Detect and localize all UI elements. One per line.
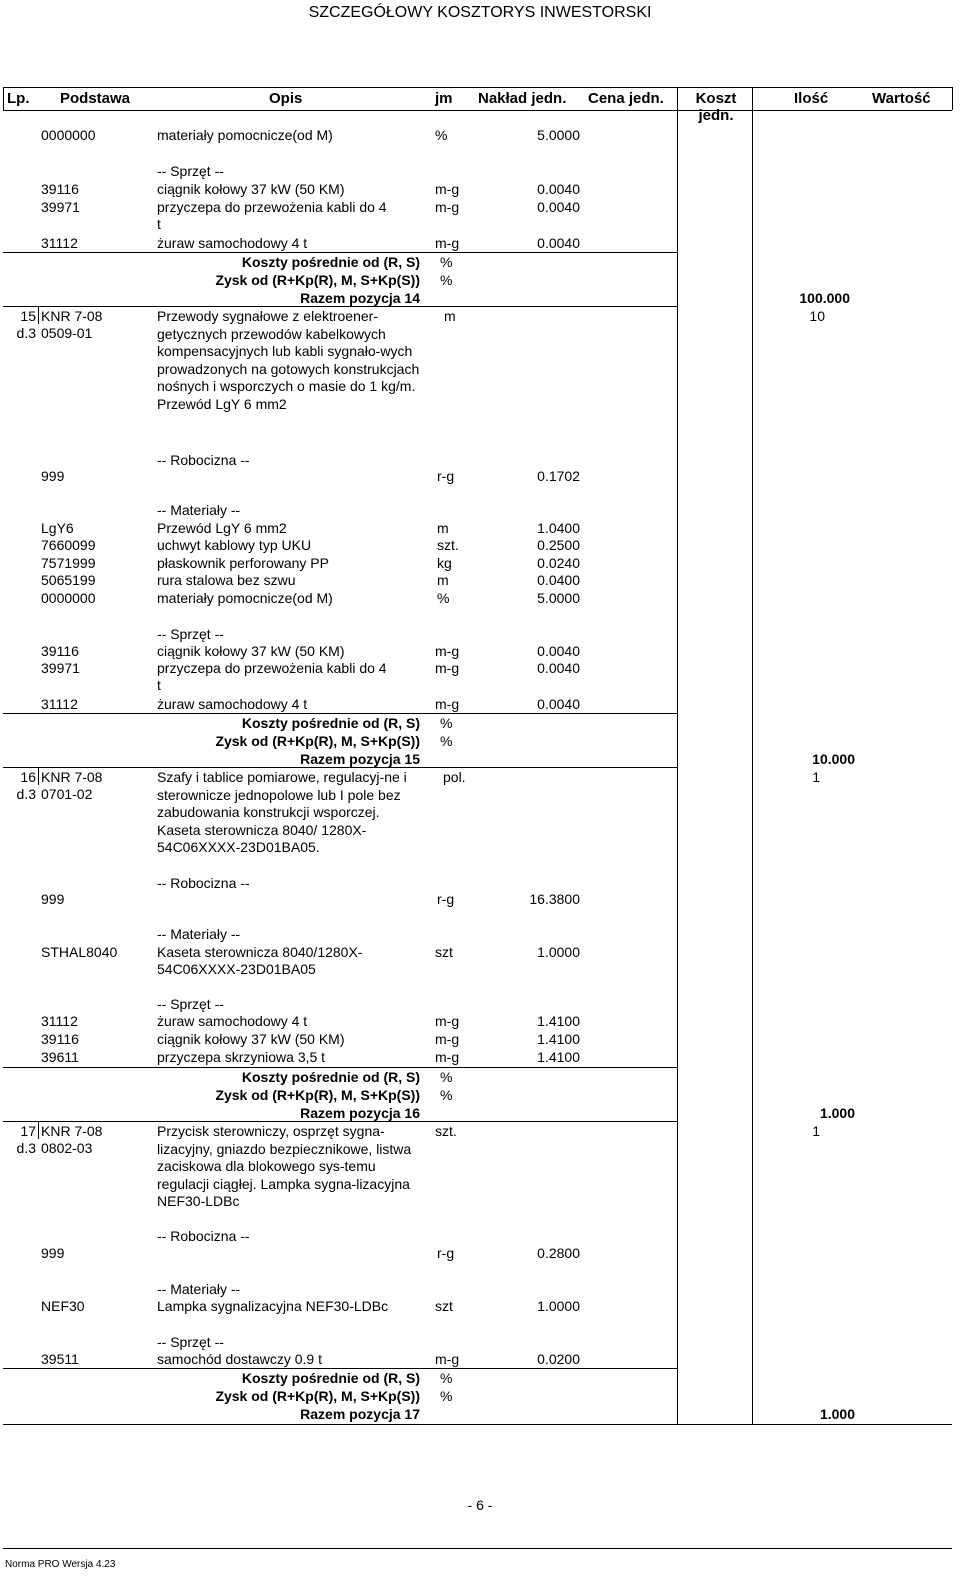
- material-code: LgY6: [41, 520, 74, 536]
- header-podstawa: Podstawa: [60, 90, 131, 107]
- koszt-column-left-line: [677, 87, 678, 1425]
- zysk-label: Zysk od (R+Kp(R), M, S+Kp(S)): [215, 733, 420, 749]
- equipment-qty: 1.4100: [537, 1031, 580, 1047]
- razem-label: Razem pozycja 16: [300, 1105, 420, 1121]
- material-code: 7571999: [41, 555, 96, 571]
- header-opis: Opis: [269, 90, 303, 107]
- equipment-qty: 0.0040: [537, 181, 580, 197]
- material-code: 0000000: [41, 127, 96, 143]
- equipment-unit: m-g: [435, 696, 460, 712]
- row-divider: [3, 1067, 677, 1068]
- sprzet-section-label: -- Sprzęt --: [157, 163, 224, 179]
- position-base: KNR 7-08: [41, 308, 103, 324]
- robocizna-section-label: -- Robocizna --: [157, 875, 250, 891]
- equipment-qty: 0.0040: [537, 199, 580, 215]
- material-unit: szt: [435, 1298, 453, 1314]
- position-unit: szt.: [435, 1123, 457, 1139]
- header-koszt-jedn: jedn.: [698, 107, 734, 124]
- equipment-code: 31112: [41, 235, 78, 251]
- material-code: NEF30: [41, 1298, 85, 1314]
- koszty-posrednie-label: Koszty pośrednie od (R, S): [241, 1069, 420, 1085]
- equipment-name: samochód dostawczy 0.9 t: [157, 1351, 322, 1367]
- material-qty: 0.0240: [537, 555, 580, 571]
- equipment-name: żuraw samochodowy 4 t: [157, 696, 308, 712]
- row-divider: [3, 306, 677, 307]
- razem-value: 10.000: [812, 751, 855, 767]
- equipment-qty: 1.4100: [537, 1013, 580, 1029]
- material-qty: 5.0000: [537, 127, 580, 143]
- position-lp: 15: [20, 308, 36, 324]
- position-ilosc: 1: [812, 1123, 820, 1139]
- equipment-unit: m-g: [435, 235, 460, 251]
- equipment-name-cont: t: [157, 216, 161, 232]
- material-name: Kaseta sterownicza 8040/1280X-: [157, 944, 363, 960]
- material-name: płaskownik perforowany PP: [157, 555, 329, 571]
- position-lp-line: [38, 1121, 39, 1139]
- koszt-column-right-line: [752, 87, 753, 1425]
- zysk-label: Zysk od (R+Kp(R), M, S+Kp(S)): [215, 1388, 420, 1404]
- equipment-unit: m-g: [435, 660, 460, 676]
- equipment-qty: 0.0200: [537, 1351, 580, 1367]
- material-name: Lampka sygnalizacyjna NEF30-LDBc: [157, 1298, 389, 1314]
- header-cena: Cena jedn.: [588, 90, 664, 107]
- razem-value: 100.000: [799, 290, 850, 306]
- material-qty: 0.0400: [537, 572, 580, 588]
- equipment-name: ciągnik kołowy 37 kW (50 KM): [157, 1031, 345, 1047]
- equipment-code: 39116: [41, 643, 79, 659]
- razem-value: 1.000: [819, 1406, 855, 1422]
- equipment-qty: 0.0040: [537, 696, 580, 712]
- position-ilosc: 1: [812, 769, 820, 785]
- equipment-code: 31112: [41, 1013, 78, 1029]
- zysk-unit: %: [440, 733, 453, 749]
- razem-value: 1.000: [819, 1105, 855, 1121]
- equipment-name: żuraw samochodowy 4 t: [157, 235, 308, 251]
- header-right-border: [952, 87, 953, 110]
- materialy-section-label: -- Materiały --: [157, 926, 241, 942]
- robocizna-section-label: -- Robocizna --: [157, 1228, 250, 1244]
- equipment-code: 39116: [41, 1031, 79, 1047]
- position-lp-line: [38, 767, 39, 785]
- software-version: Norma PRO Wersja 4.23: [5, 1559, 116, 1570]
- equipment-qty: 0.0040: [537, 235, 580, 251]
- equipment-name: ciągnik kołowy 37 kW (50 KM): [157, 643, 345, 659]
- sprzet-section-label: -- Sprzęt --: [157, 1334, 224, 1350]
- header-koszt: Koszt: [695, 90, 737, 107]
- position-lp-sub: d.3: [16, 786, 36, 802]
- labor-unit: r-g: [437, 468, 455, 484]
- razem-label: Razem pozycja 15: [300, 751, 420, 767]
- material-unit: %: [435, 127, 448, 143]
- equipment-qty: 0.0040: [537, 643, 580, 659]
- material-unit: szt: [435, 944, 453, 960]
- material-name: uchwyt kablowy typ UKU: [157, 537, 312, 553]
- koszty-posrednie-label: Koszty pośrednie od (R, S): [241, 254, 420, 270]
- material-qty: 1.0000: [537, 944, 580, 960]
- equipment-unit: m-g: [435, 181, 460, 197]
- labor-code: 999: [41, 891, 65, 907]
- row-divider: [3, 252, 677, 253]
- position-base-number: 0802-03: [41, 1140, 93, 1156]
- equipment-qty: 1.4100: [537, 1049, 580, 1065]
- equipment-name: przyczepa skrzyniowa 3,5 t: [157, 1049, 326, 1065]
- equipment-unit: m-g: [435, 643, 460, 659]
- material-unit: m: [437, 520, 449, 536]
- row-divider: [3, 767, 677, 768]
- material-name: materiały pomocnicze(od M): [157, 127, 333, 143]
- sprzet-section-label: -- Sprzęt --: [157, 996, 224, 1012]
- page-title: SZCZEGÓŁOWY KOSZTORYS INWESTORSKI: [308, 4, 652, 21]
- equipment-code: 39971: [41, 660, 80, 676]
- header-wartosc: Wartość: [872, 90, 931, 107]
- position-description: Szafy i tablice pomiarowe, regulacyj-ne i sterownicze jednopolowe lub I pole bez zabudowania konstrukcji wsporczej. Kaseta sterownicza 8040/ 1280X-54C06XXXX-23D01BA05.: [157, 769, 407, 855]
- zysk-label: Zysk od (R+Kp(R), M, S+Kp(S)): [215, 1087, 420, 1103]
- material-qty: 1.0000: [537, 1298, 580, 1314]
- koszty-posrednie-label: Koszty pośrednie od (R, S): [241, 715, 420, 731]
- materialy-section-label: -- Materiały --: [157, 502, 241, 518]
- header-bottom-border: [3, 110, 952, 111]
- labor-qty: 0.1702: [537, 468, 580, 484]
- equipment-name: przyczepa do przewożenia kabli do 4: [157, 660, 387, 676]
- razem-label: Razem pozycja 17: [300, 1406, 420, 1422]
- labor-code: 999: [41, 1245, 65, 1261]
- position-base: KNR 7-08: [41, 769, 103, 785]
- material-name: rura stalowa bez szwu: [157, 572, 296, 588]
- position-lp: 16: [20, 769, 36, 785]
- material-unit: m: [437, 572, 449, 588]
- equipment-unit: m-g: [435, 1031, 460, 1047]
- labor-unit: r-g: [437, 1245, 455, 1261]
- labor-unit: r-g: [437, 891, 455, 907]
- sprzet-section-label: -- Sprzęt --: [157, 626, 224, 642]
- equipment-code: 39611: [41, 1049, 79, 1065]
- row-divider: [3, 713, 677, 714]
- equipment-name-cont: t: [157, 677, 161, 693]
- koszty-posrednie-unit: %: [440, 715, 453, 731]
- material-code: STHAL8040: [41, 944, 118, 960]
- koszty-posrednie-unit: %: [440, 1370, 453, 1386]
- equipment-unit: m-g: [435, 1013, 460, 1029]
- zysk-unit: %: [440, 1087, 453, 1103]
- equipment-name: ciągnik kołowy 37 kW (50 KM): [157, 181, 345, 197]
- equipment-code: 39116: [41, 181, 79, 197]
- header-left-border: [3, 87, 4, 110]
- equipment-code: 39511: [41, 1351, 79, 1367]
- labor-qty: 0.2800: [537, 1245, 580, 1261]
- material-qty: 1.0400: [537, 520, 580, 536]
- koszty-posrednie-unit: %: [440, 1069, 453, 1085]
- koszty-posrednie-label: Koszty pośrednie od (R, S): [241, 1370, 420, 1386]
- position-base-number: 0509-01: [41, 325, 93, 341]
- position-unit: pol.: [443, 769, 466, 785]
- row-divider: [3, 1121, 677, 1122]
- equipment-unit: m-g: [435, 1049, 460, 1065]
- position-description: Przewody sygnałowe z elektroener-getycznych przewodów kabelkowych kompensacyjnych lub kabli sygnało-wych prowadzonych na gotowych konstrukcjach nośnych i wsporczych o masie do 1 kg/m. Przewód LgY 6 mm2: [157, 308, 420, 412]
- table-bottom-border: [3, 1424, 952, 1425]
- position-description: Przycisk sterowniczy, osprzęt sygna-lizacyjny, gniazdo bezpiecznikowe, listwa zaciskowa dla blokowego sys-temu regulacji ciągłej. Lampka sygna-lizacyjna NEF30-LDBc: [157, 1123, 412, 1209]
- equipment-code: 31112: [41, 696, 78, 712]
- zysk-unit: %: [440, 1388, 453, 1404]
- position-lp-line: [38, 306, 39, 324]
- position-lp: 17: [20, 1123, 36, 1139]
- materialy-section-label: -- Materiały --: [157, 1281, 241, 1297]
- equipment-code: 39971: [41, 199, 80, 215]
- equipment-qty: 0.0040: [537, 660, 580, 676]
- material-code: 7660099: [41, 537, 96, 553]
- material-unit: %: [437, 590, 450, 606]
- equipment-unit: m-g: [435, 199, 460, 215]
- header-jm: jm: [435, 90, 453, 107]
- material-qty: 0.2500: [537, 537, 580, 553]
- zysk-label: Zysk od (R+Kp(R), M, S+Kp(S)): [215, 272, 420, 288]
- koszty-posrednie-unit: %: [440, 254, 453, 270]
- position-ilosc: 10: [809, 308, 825, 324]
- material-name-cont: 54C06XXXX-23D01BA05: [157, 961, 316, 977]
- razem-label: Razem pozycja 14: [300, 290, 420, 306]
- material-code: 5065199: [41, 572, 96, 588]
- footer-line: [3, 1548, 952, 1549]
- header-lp: Lp.: [7, 90, 30, 107]
- material-qty: 5.0000: [537, 590, 580, 606]
- header-ilosc: Ilość: [794, 90, 829, 107]
- position-unit: m: [444, 308, 456, 324]
- equipment-name: przyczepa do przewożenia kabli do 4: [157, 199, 387, 215]
- material-name: materiały pomocnicze(od M): [157, 590, 333, 606]
- row-divider: [3, 1368, 677, 1369]
- equipment-unit: m-g: [435, 1351, 460, 1367]
- material-code: 0000000: [41, 590, 96, 606]
- header-top-border: [3, 87, 952, 88]
- equipment-name: żuraw samochodowy 4 t: [157, 1013, 308, 1029]
- material-unit: szt.: [437, 537, 459, 553]
- material-unit: kg: [437, 555, 452, 571]
- position-base-number: 0701-02: [41, 786, 93, 802]
- position-lp-sub: d.3: [16, 325, 36, 341]
- header-naklad: Nakład jedn.: [478, 90, 567, 107]
- labor-code: 999: [41, 468, 65, 484]
- page-number: - 6 -: [467, 1497, 493, 1513]
- robocizna-section-label: -- Robocizna --: [157, 452, 250, 468]
- zysk-unit: %: [440, 272, 453, 288]
- material-name: Przewód LgY 6 mm2: [157, 520, 287, 536]
- position-lp-sub: d.3: [16, 1140, 36, 1156]
- position-base: KNR 7-08: [41, 1123, 103, 1139]
- labor-qty: 16.3800: [529, 891, 580, 907]
